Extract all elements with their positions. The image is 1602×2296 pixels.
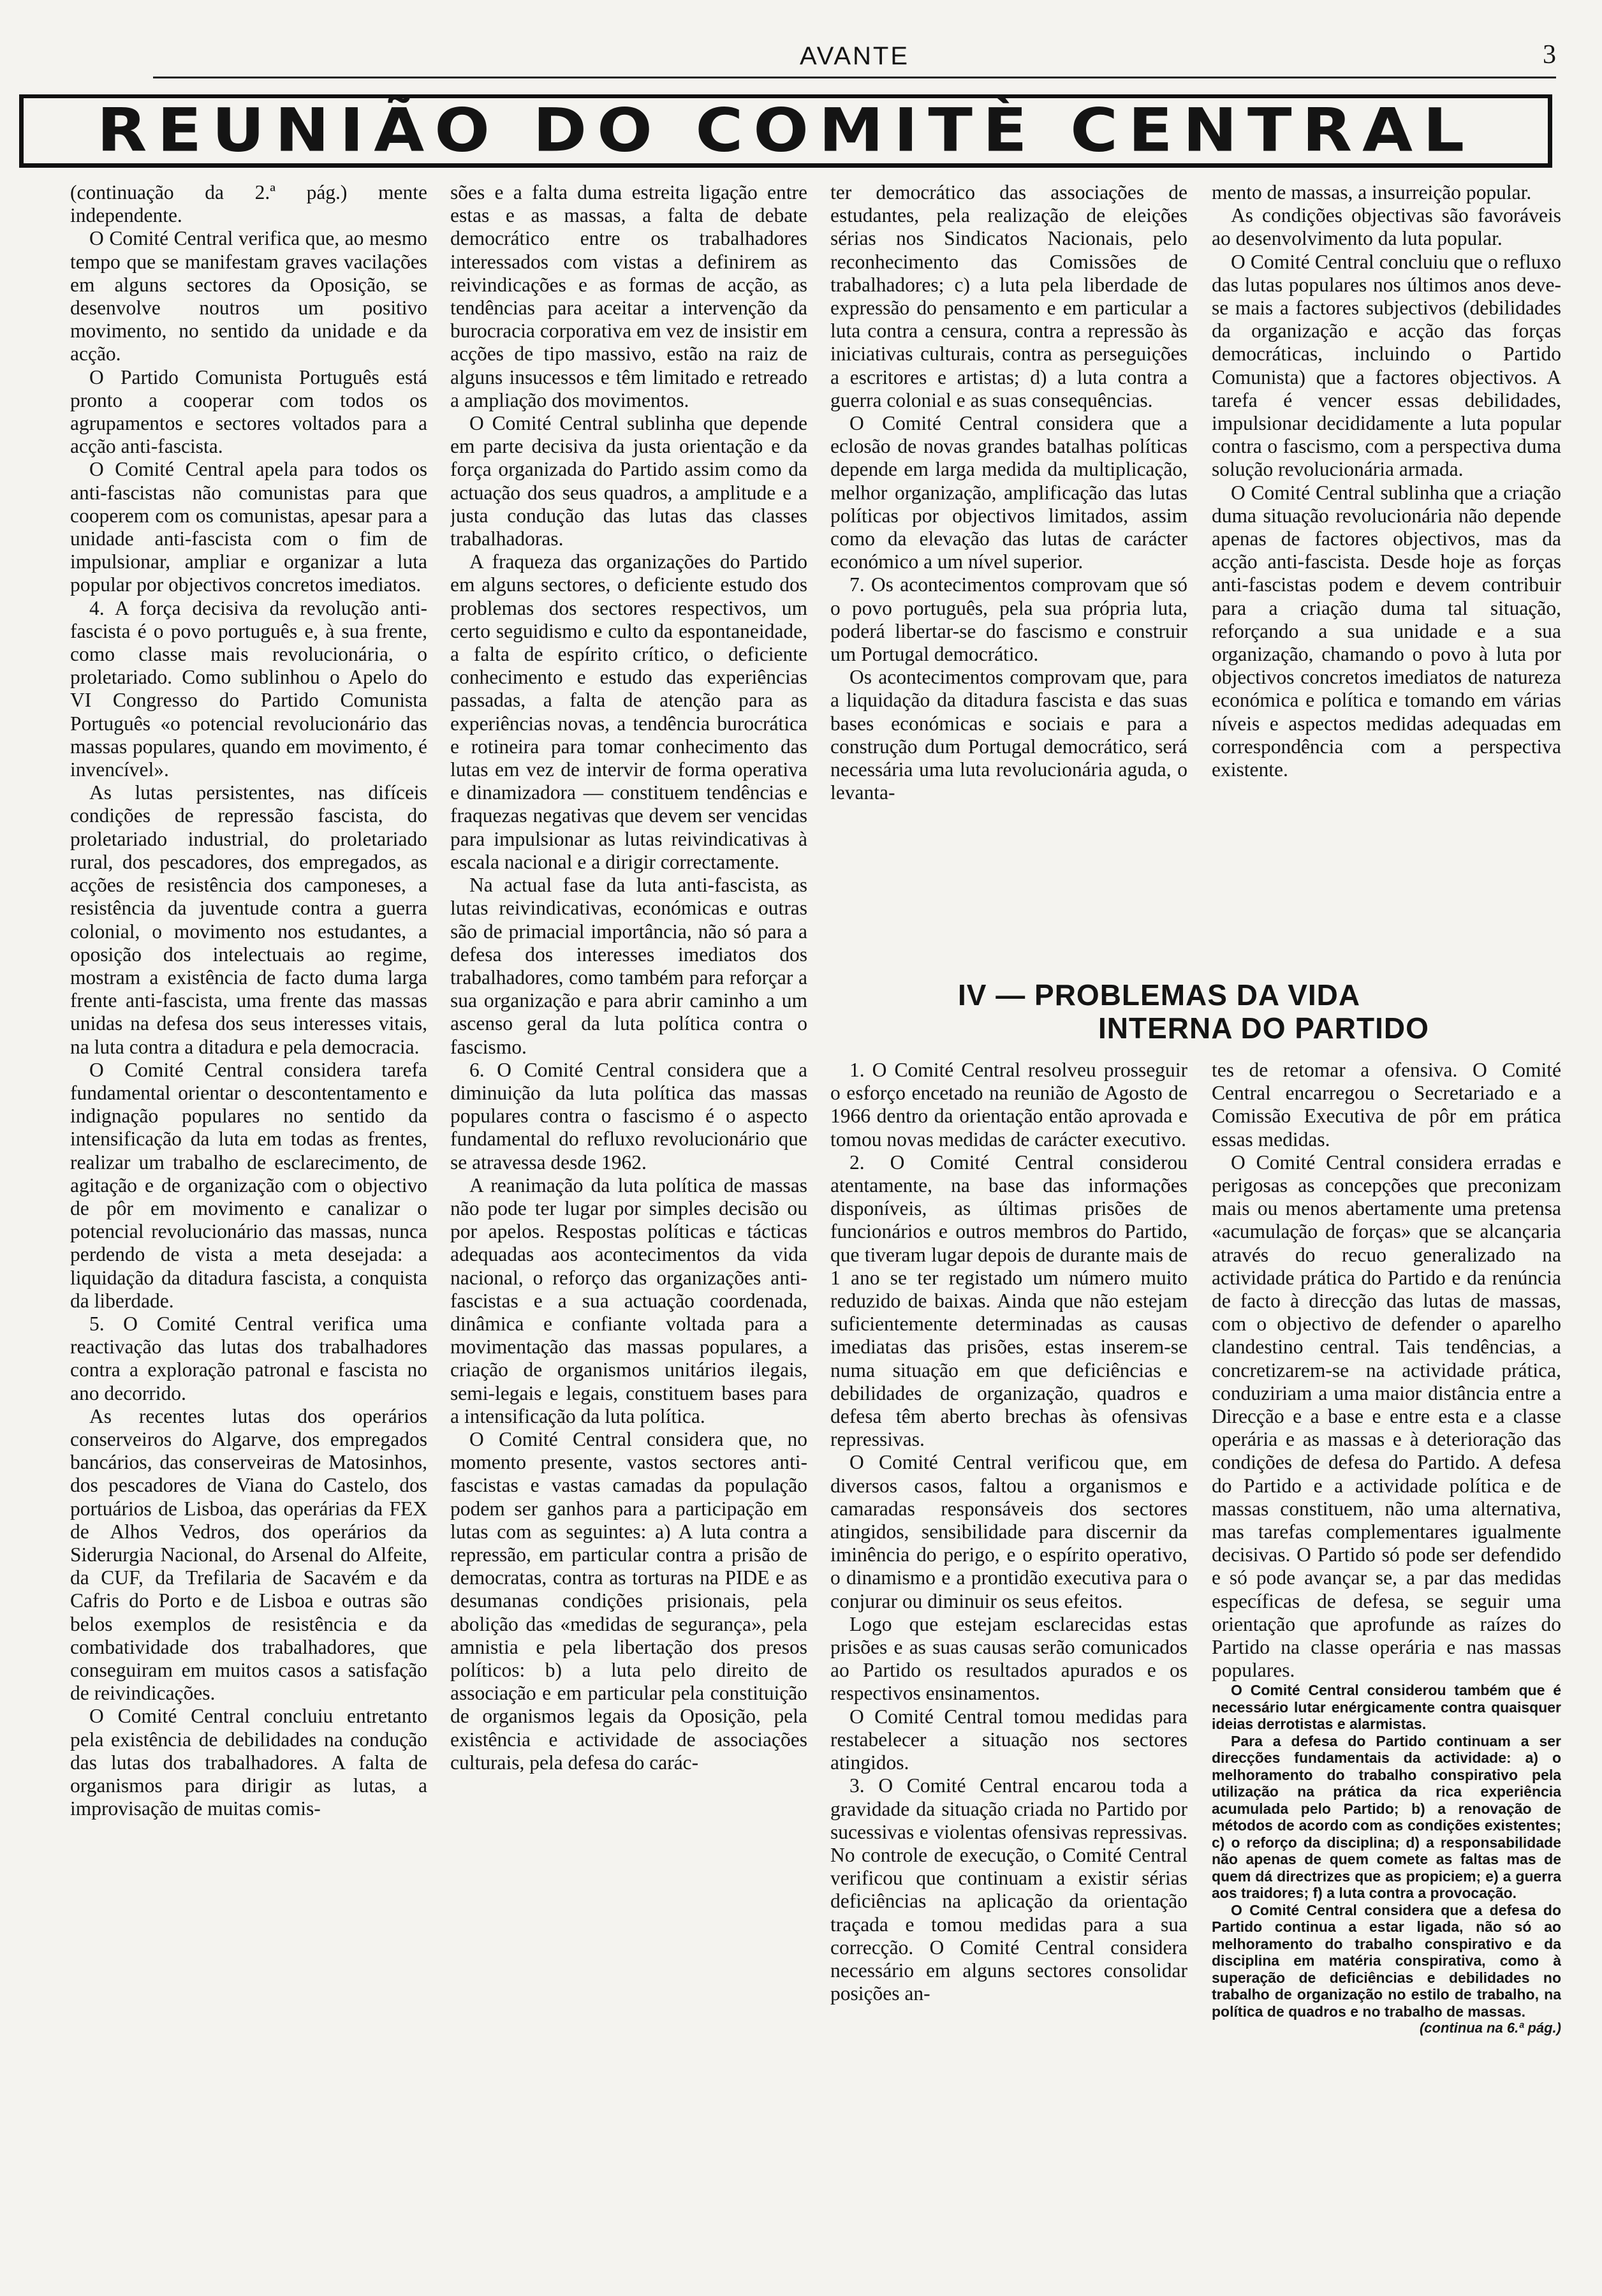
article-title: REUNIÃO DO COMITÈ CENTRAL: [96, 95, 1475, 166]
paragraph: A reanimação da luta política de massas não pode ter lugar por simples decisão ou por apelos. Respostas políticas e tácticas adequadas aos acontecimentos da vida nacional, o reforço das organizações anti-fascistas e a sua actuação coordenada, dinâmica e confiante voltada para a movimentação das massas populares, a criação de organismos unitários ilegais, semi-legais e legais, constituem bases para a intensificação da luta política.: [450, 1174, 807, 1427]
paragraph: O Comité Central considera que a defesa do Partido continua a estar ligada, não só ao melhoramento do trabalho conspirativo e da disciplina em matéria conspirativa, como à superação de deficiências e debilidades no trabalho de organização no estilo de trabalho, na política de quadros e no trabalho de massas.: [1212, 1901, 1561, 2020]
article-body: [70, 181, 1561, 2279]
paragraph: Os acontecimentos comprovam que, para a liquidação da ditadura fascista e das suas bases económicas e sociais e para a construção dum Portugal democrático, será necessária uma luta revolucionária aguda, o levanta-: [830, 666, 1187, 804]
paragraph: Logo que estejam esclarecidas estas prisões e as suas causas serão comunicados ao Partido os resultados apurados e os respectivos ensinamentos.: [830, 1612, 1187, 1705]
paragraph: O Comité Central verifica que, ao mesmo tempo que se manifestam graves vacilações em alguns sectores da Oposição, se desenvolve noutros um positivo movimento, no sentido da unidade e da acção.: [70, 227, 427, 365]
paragraph: sões e a falta duma estreita ligação entre estas e as massas, a falta de debate democrático entre os trabalhadores interessados com vistas a definirem as reivindicações e as formas de acção, as tendências para aceitar a intervenção da burocracia corporativa em vez de insistir em acções de tipo massivo, estão na raiz de alguns insucessos e têm limitado e retreado a ampliação dos movimentos.: [450, 181, 807, 411]
paragraph: O Comité Central considerou também que é necessário lutar enérgicamente contra quaisquer ideias derrotistas e alarmistas.: [1212, 1682, 1561, 1733]
paragraph: mento de massas, a insurreição popular.: [1212, 181, 1532, 203]
paragraph: Na actual fase da luta anti-fascista, as lutas reivindicativas, económicas e outras são de primacial importância, não só para a defesa dos interesses imediatos dos trabalhadores, como também para reforçar a sua organização e para abrir caminho a um ascenso geral da luta política contra o fascismo.: [450, 874, 807, 1058]
column-2: [450, 181, 807, 2279]
column-3-top: [830, 181, 1187, 955]
upper-right-block: [830, 181, 1561, 955]
continued-note: (continua na 6.ª pág.): [1419, 2020, 1561, 2036]
paragraph: 6. O Comité Central considera que a diminuição da luta política das massas populares contra o fascismo é o aspecto fundamental do refluxo revolucionário que se atravessa desde 1962.: [450, 1058, 807, 1174]
paragraph: O Comité Central sublinha que depende em parte decisiva da justa orientação e da força organizada do Partido assim como da actuação dos seus quadros, a amplitude e a justa condução das lutas das classes trabalhadoras.: [450, 412, 807, 550]
column-4-top: [1212, 181, 1561, 955]
paragraph: O Comité Central concluiu entretanto pela existência de debilidades na condução das lutas dos trabalhadores. A falta de organismos para dirigir as lutas, a improvisação de muitas comis-: [70, 1705, 427, 1820]
paragraph: O Comité Central sublinha que a criação duma situação revolucionária não depende apenas de factores objectivos, mas da acção anti-fascista. Desde hoje as forças anti-fascistas podem e devem contribuir para a criação duma tal situação, reforçando a sua unidade e a sua organização, chamando o povo à luta por objectivos concretos imediatos de natureza económica e política e tomando em várias níveis e aspectos medidas adequadas em correspondência com a perspectiva existente.: [1212, 481, 1561, 781]
paragraph: 1. O Comité Central resolveu prosseguir o esforço encetado na reunião de Agosto de 1966 dentro da orientação então aprovada e tomou novas medidas de carácter executivo.: [830, 1059, 1187, 1151]
section-heading-line-2: INTERNA DO PARTIDO: [1098, 1012, 1429, 1045]
paragraph: As recentes lutas dos operários conserveiros do Algarve, dos empregados bancários, das conserveiras de Matosinhos, dos pescadores de Viana do Castelo, dos portuários de Lisboa, das operárias da FEX de Alhos Vedros, dos operários da Siderurgia Nacional, do Arsenal do Alfeite, da CUF, da Trefilaria de Sacavém e da Cafris do Porto e de Lisboa e outras são belos exemplos de resistência e da combatividade dos trabalhadores, que conseguiram em muitos casos a satisfação de reivindicações.: [70, 1404, 427, 1705]
paragraph: 4. A força decisiva da revolução anti-fascista é o povo português e, à sua frente, como classe mais revolucionária, o proletariado. Como sublinhou o Apelo do VI Congresso do Partido Comunista Português «o potencial revolucionário das massas populares, quando em movimento, é invencível».: [70, 596, 427, 781]
paragraph: As condições objectivas são favoráveis ao desenvolvimento da luta popular.: [1212, 204, 1561, 250]
column-4-bottom-text: [1212, 1059, 1561, 1682]
paragraph: ter democrático das associações de estudantes, pela realização de eleições sérias nos Sindicatos Nacionais, pelo reconhecimento das Comissões de trabalhadores; c) a luta pela liberdade de expressão do pensamento e em particular a luta contra a censura, contra a repressão às iniciativas culturais, contra as perseguições a escritores e artistas; d) a luta contra a guerra colonial e as suas consequências.: [830, 181, 1187, 411]
paragraph: 3. O Comité Central encarou toda a gravidade da situação criada no Partido por sucessivas e violentas ofensivas repressivas. No controle de execução, o Comité Central verificou que continuam a existir sérias deficiências na aplicação da orientação traçada e tomou medidas para a sua correcção. O Comité Central considera necessário em alguns sectores consolidar posições an-: [830, 1774, 1187, 2005]
section-heading-line-1: IV — PROBLEMAS DA VIDA: [958, 978, 1361, 1012]
page-number: 3: [1543, 40, 1556, 70]
lower-right-block: [830, 1059, 1561, 2279]
paragraph: O Partido Comunista Português está pronto a cooperar com todos os agrupamentos e sectores voltados para a acção anti-fascista.: [70, 365, 427, 458]
paragraph: O Comité Central considera que, no momento presente, vastos sectores anti-fascistas e vastas camadas da população podem ser ganhos para a participação em lutas com as seguintes: a) A luta contra a repressão, em particular contra a prisão de democratas, contra as torturas na PIDE e as desumanas condições prisionais, pela abolição das «medidas de segurança», pela amnistia e pela libertação dos presos políticos: b) a luta pelo direito de associação e em particular pela constituição de organismos legais da Oposição, pela existência e actividade de associações culturais, pela defesa do carác-: [450, 1427, 807, 1774]
column-1: [70, 181, 427, 2279]
paragraph: 5. O Comité Central verifica uma reactivação das lutas dos trabalhadores contra a exploração patronal e fascista no ano decorrido.: [70, 1312, 427, 1404]
publication-name: AVANTE: [799, 42, 910, 70]
section-heading: [830, 978, 1561, 1055]
paragraph: O Comité Central verificou que, em diversos casos, faltou a organismos e camaradas responsáveis dos sectores atingidos, sensibilidade para discernir da iminência do perigo, e o espírito operativo, o dinamismo e a prontidão executiva para o conjurar ou diminuir os seus efeitos.: [830, 1451, 1187, 1612]
paragraph: Para a defesa do Partido continuam a ser direcções fundamentais da actividade: a) o melhoramento do trabalho conspirativo pela utilização na prática da rica experiência acumulada pelo Partido; b) a renovação de métodos de acordo com as condições existentes; c) o reforço da disciplina; d) a responsabilidade não apenas de quem comete as faltas mas de quem dá directrizes que as propiciem; e) a guerra aos traidores; f) a luta contra a provocação.: [1212, 1732, 1561, 1902]
running-header: [153, 40, 1556, 78]
paragraph: O Comité Central considera tarefa fundamental orientar o descontentamento e indignação populares no sentido da intensificação da luta em todas as frentes, realizar um trabalho de esclarecimento, de agitação e de organização com o objectivo de pôr em movimento e canalizar o potencial revolucionário das massas, nunca perdendo de vista a meta desejada: a liquidação da ditadura fascista, a conquista da liberdade.: [70, 1058, 427, 1312]
paragraph: tes de retomar a ofensiva. O Comité Central encarregou o Secretariado e a Comissão Executiva de pôr em prática essas medidas.: [1212, 1059, 1561, 1151]
header-rule: [153, 77, 1556, 78]
column-3-bottom: [830, 1059, 1187, 2279]
paragraph: O Comité Central concluiu que o refluxo das lutas populares nos últimos anos deve-se mais a factores subjectivos (debilidades da organização e acção das forças democráticas, incluindo o Partido Comunista) que a factores objectivos. A tarefa é vencer essas debilidades, impulsionar decididamente a luta popular contra o fascismo, com a perspectiva duma solução revolucionária armada.: [1212, 250, 1561, 481]
column-4-bottom: [1212, 1059, 1561, 2279]
column-4-small-print: [1212, 1682, 1561, 2020]
article-banner: [19, 94, 1552, 168]
paragraph: O Comité Central considera erradas e perigosas as concepções que preconizam mais ou menos abertamente uma pretensa «acumulação de forças» que se alcançaria através do recuo generalizado na actividade prática do Partido e da renúncia de facto à direcção das lutas de massas, com o objectivo de defender o aparelho clandestino central. Tais tendências, a concretizarem-se na actividade prática, conduziriam a uma maior distância entre a Direcção e a base e entre esta e a classe operária e as massas e à deterioração das condições de defesa do Partido. A defesa do Partido e a actividade política e de massas constituem, não uma alternativa, mas tarefas complementares igualmente decisivas. O Partido só pode ser defendido e só pode avançar se, a par das medidas específicas de defesa, se seguir uma orientação que aprofunde as raízes do Partido na classe operária e nas massas populares.: [1212, 1151, 1561, 1682]
paragraph: O Comité Central considera que a eclosão de novas grandes batalhas políticas depende em larga medida da multiplicação, melhor organização, amplificação das lutas políticas por objectivos limitados, assim como da elevação das lutas de carácter económico a um nível superior.: [830, 412, 1187, 573]
paragraph: O Comité Central tomou medidas para restabelecer a situação nos sectores atingidos.: [830, 1705, 1187, 1774]
paragraph: A fraqueza das organizações do Partido em alguns sectores, o deficiente estudo dos problemas dos sectores respectivos, um certo seguidismo e culto da espontaneidade, a falta de espírito crítico, o deficiente conhecimento e estudo das experiências passadas, a falta de atenção para as experiências novas, a tendência burocrática e rotineira para tomar conhecimento das lutas em vez de intervir de forma operativa e dinamizadora — constituem tendências e fraquezas negativas que devem ser vencidas para impulsionar as lutas reivindicativas à escala nacional e a dirigir correctamente.: [450, 550, 807, 873]
paragraph: (continuação da 2.ª pág.) mente independente.: [70, 181, 427, 227]
paragraph: 2. O Comité Central considerou atentamente, na base das informações disponíveis, as últimas prisões de funcionários e outros membros do Partido, que tiveram lugar depois de durante mais de 1 ano se ter registado um número muito reduzido de baixas. Ainda que não estejam suficientemente determinadas as causas imediatas das prisões, estas inserem-se numa situação em que deficiências e debilidades de organização, quadros e defesa têm aberto brechas às ofensivas repressivas.: [830, 1151, 1187, 1451]
paragraph: O Comité Central apela para todos os anti-fascistas não comunistas para que cooperem com os comunistas, apesar para a unidade anti-fascista com o fim de impulsionar, ampliar e organizar a luta popular por objectivos concretos imediatos.: [70, 458, 427, 596]
paragraph: 7. Os acontecimentos comprovam que só o povo português, pela sua própria luta, poderá libertar-se do fascismo e construir um Portugal democrático.: [830, 573, 1187, 666]
paragraph: As lutas persistentes, nas difíceis condições de repressão fascista, do proletariado industrial, do proletariado rural, dos pescadores, dos empregados, as acções de resistência dos camponeses, a resistência da juventude contra a guerra colonial, o movimento nos estudantes, a oposição dos intelectuais ao regime, mostram a existência de facto duma larga frente anti-fascista, uma frente das massas unidas na defesa dos seus interesses vitais, na luta contra a ditadura e pela democracia.: [70, 781, 427, 1058]
